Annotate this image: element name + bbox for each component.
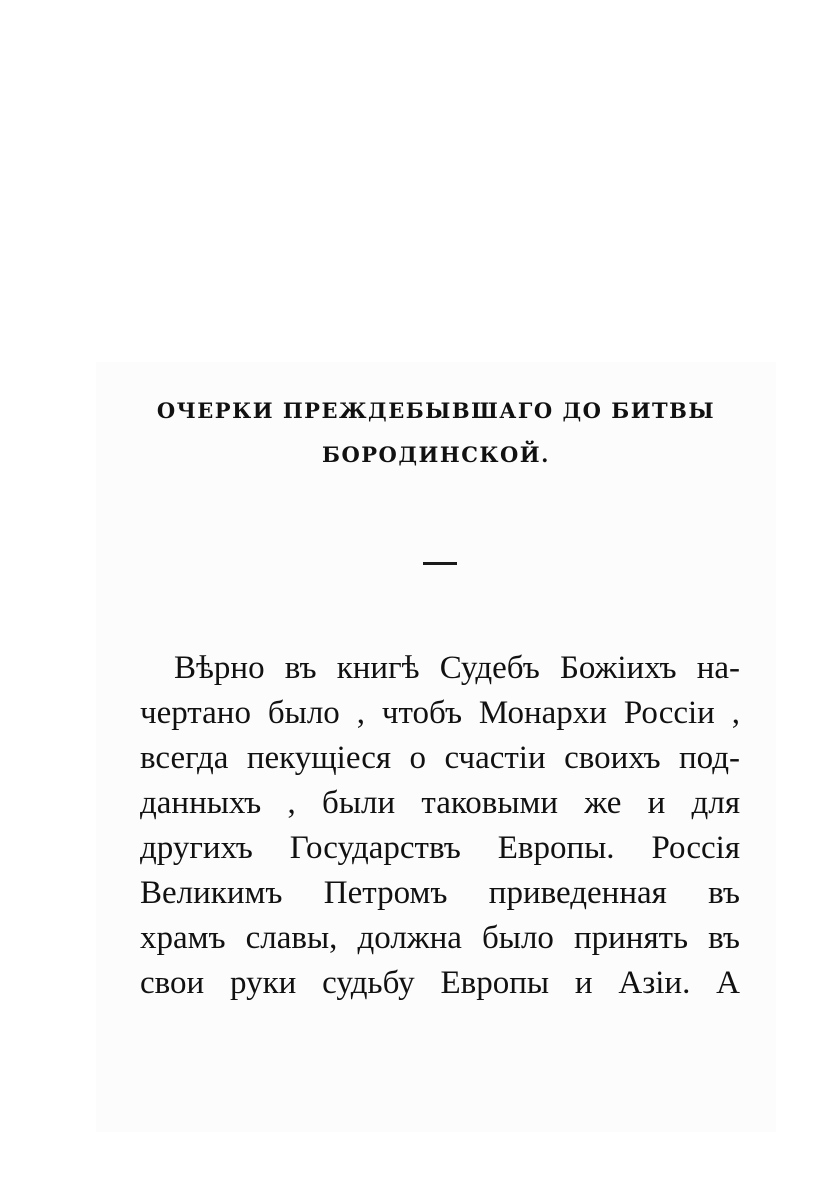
body-line: всегда пекущіеся о счастіи своихъ под- — [140, 740, 740, 776]
section-separator-dash — [423, 562, 457, 565]
chapter-title-line-1: ОЧЕРКИ ПРЕЖДЕБЫВШАГО ДО БИТВЫ — [156, 398, 716, 423]
body-line: Вѣрно въ книгѣ Судебъ Божіихъ на- — [174, 650, 740, 686]
body-line: храмъ славы, должна было принять въ — [140, 920, 740, 956]
body-line: Великимъ Петромъ приведенная въ — [140, 875, 740, 911]
body-line: данныхъ , были таковыми же и для — [140, 785, 740, 821]
body-line: свои руки судьбу Европы и Азіи. А — [140, 965, 740, 1001]
chapter-title-line-2: БОРОДИНСКОЙ. — [322, 442, 550, 467]
body-line: другихъ Государствъ Европы. Россія — [140, 830, 740, 866]
body-line: чертано было , чтобъ Монархи Россіи , — [140, 695, 740, 731]
body-paragraph — [140, 646, 740, 1006]
